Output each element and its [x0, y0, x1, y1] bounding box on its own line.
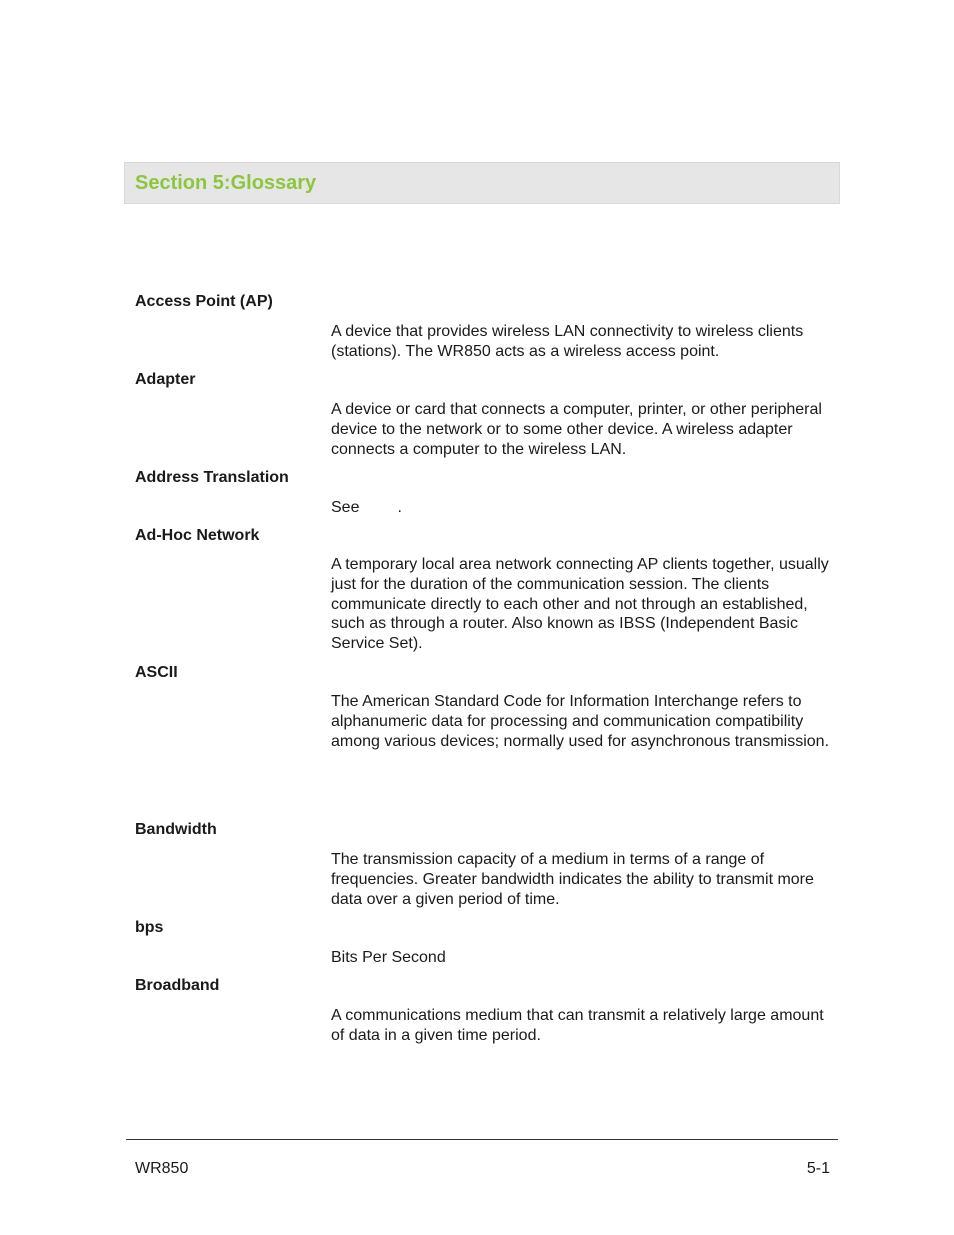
glossary-term: Address Translation — [135, 469, 289, 486]
footer-divider — [126, 1139, 838, 1140]
glossary-term: ASCII — [135, 664, 178, 681]
glossary-definition: The American Standard Code for Information Interchange refers to alphanumeric data for processing and communication compatibility among various devices; normally used for asynchronous transmission. — [331, 693, 830, 750]
section-title: Section 5:Glossary — [135, 172, 317, 194]
glossary-definition: A device or card that connects a computer, printer, or other peripheral device to the network or to some other device. A wireless adapter connects a computer to the wireless LAN. — [331, 401, 822, 458]
glossary-definition: A temporary local area network connecting AP clients together, usually just for the duration of the communication session. The clients communicate directly to each other and not through an established, such as through a router. Also known as IBSS (Independent Basic Service Set). — [331, 556, 829, 653]
glossary-term: Bandwidth — [135, 821, 217, 838]
section-header-bar — [124, 162, 840, 204]
glossary-definition: The transmission capacity of a medium in terms of a range of frequencies. Greater bandwidth indicates the ability to transmit more data over a given period of time. — [331, 851, 814, 908]
glossary-term: Access Point (AP) — [135, 293, 273, 310]
glossary-term: Adapter — [135, 371, 196, 388]
footer-page-number: 5-1 — [806, 1160, 830, 1177]
see-prefix: See — [331, 499, 360, 516]
glossary-term: Ad-Hoc Network — [135, 527, 260, 544]
glossary-definition: Bits Per Second — [331, 949, 446, 966]
glossary-definition — [331, 498, 831, 518]
glossary-definition: A device that provides wireless LAN connectivity to wireless clients (stations). The WR850 acts as a wireless access point. — [331, 323, 804, 360]
glossary-definition: A communications medium that can transmit a relatively large amount of data in a given time period. — [331, 1007, 824, 1044]
glossary-term: Broadband — [135, 977, 220, 994]
glossary-term: bps — [135, 919, 164, 936]
footer-product-name: WR850 — [135, 1160, 189, 1177]
see-suffix: . — [397, 499, 402, 516]
